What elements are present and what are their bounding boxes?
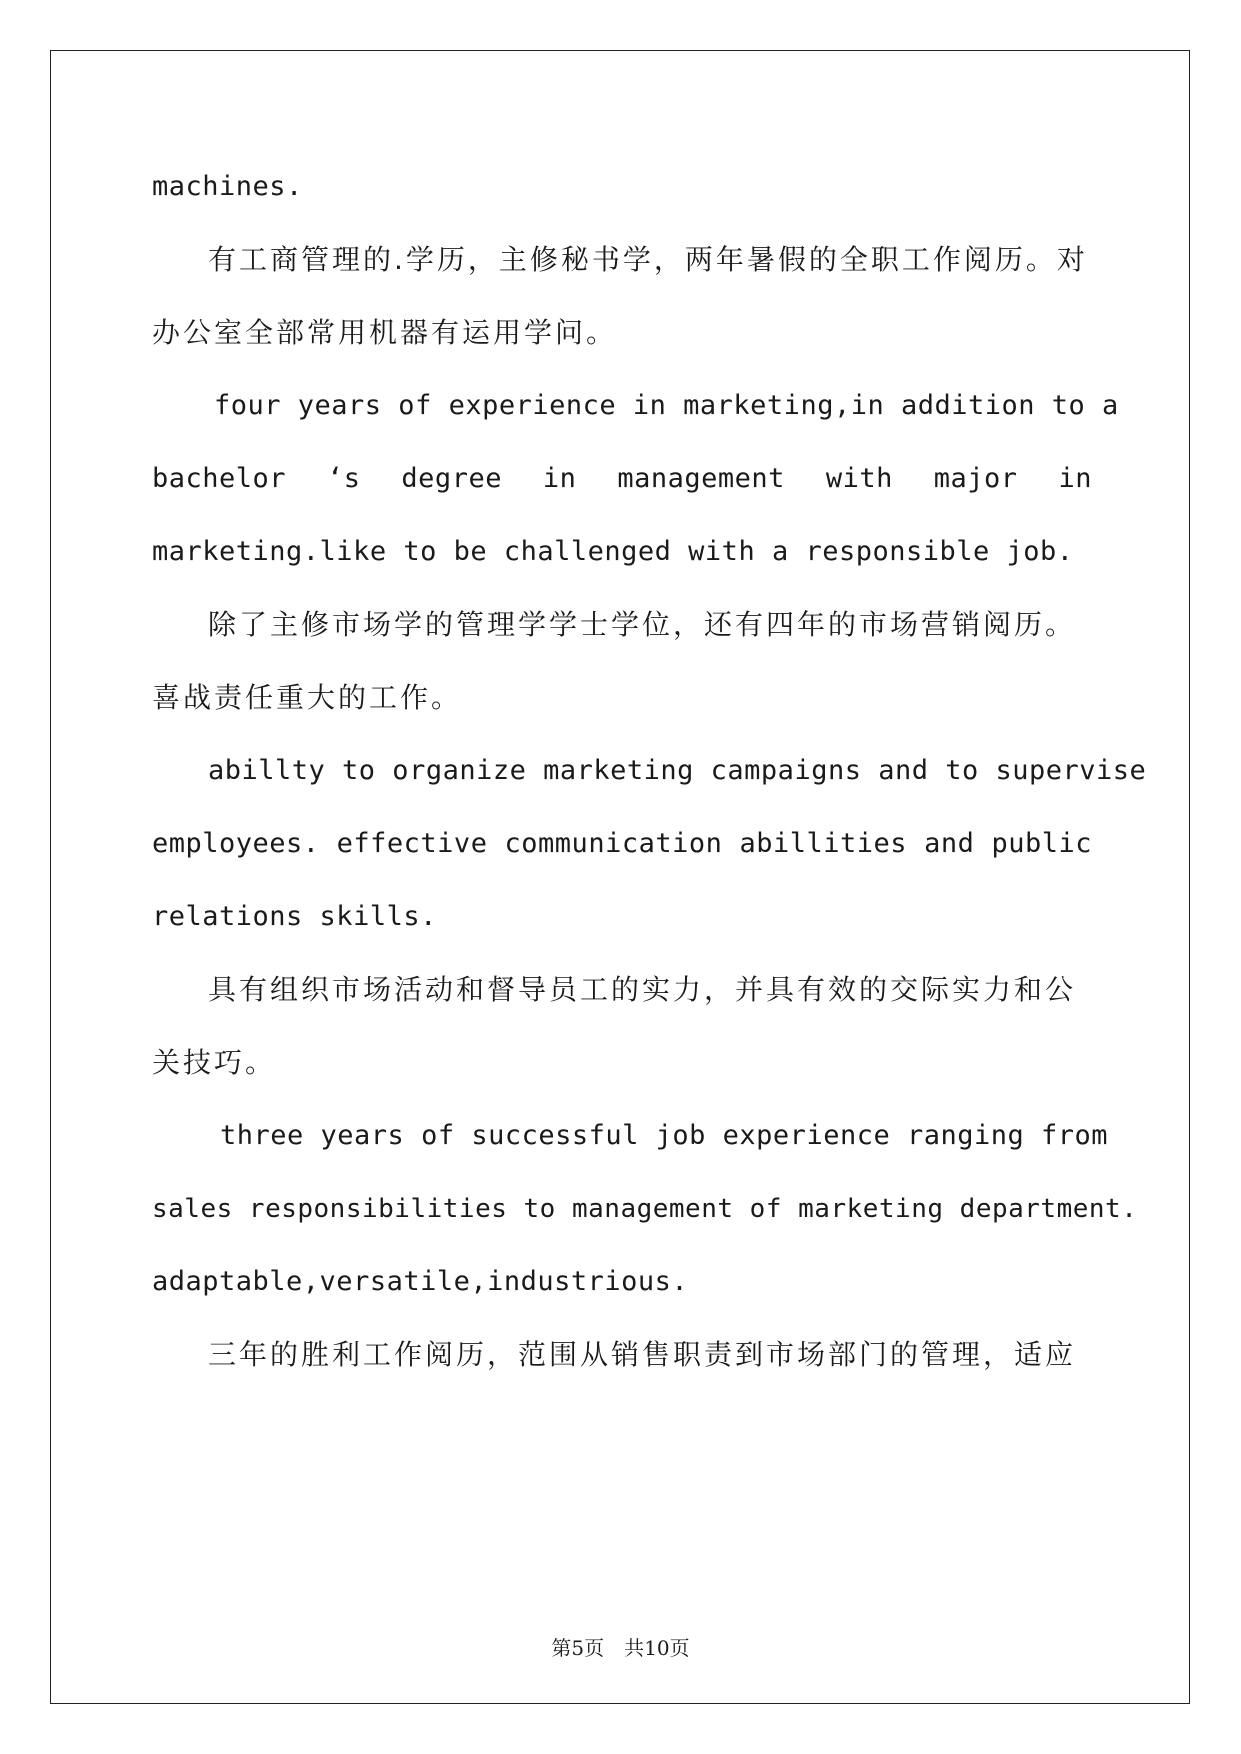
text-line: 具有组织市场活动和督导员工的实力，并具有效的交际实力和公: [208, 973, 1077, 1006]
page-border: [50, 50, 1190, 1704]
text-line: 关技巧。: [152, 1046, 277, 1079]
text-line: marketing.like to be challenged with a responsible job.: [152, 536, 1074, 567]
text-line: 办公室全部常用机器有运用学问。: [152, 316, 618, 349]
text-line: 三年的胜利工作阅历，范围从销售职责到市场部门的管理，适应: [208, 1338, 1077, 1371]
text-line: three years of successful job experience ranging from: [220, 1120, 1109, 1151]
text-line: 除了主修市场学的管理学学士学位，还有四年的市场营销阅历。: [208, 608, 1077, 641]
text-line: machines.: [152, 171, 303, 202]
text-line: relations skills.: [152, 901, 437, 932]
text-line: bachelor ‘s degree in management with major in: [152, 463, 1092, 494]
page-total: 共10页: [624, 1636, 690, 1660]
text-line: employees. effective communication abillities and public: [152, 828, 1092, 859]
text-line: abillty to organize marketing campaigns and to supervise: [208, 755, 1147, 786]
text-line: 喜战责任重大的工作。: [152, 681, 463, 714]
text-line: sales responsibilities to management of marketing department.: [152, 1194, 1138, 1224]
text-line: four years of experience in marketing,in addition to a: [214, 390, 1119, 421]
page-footer: [0, 1634, 1241, 1662]
text-line: 有工商管理的.学历，主修秘书学，两年暑假的全职工作阅历。对: [208, 243, 1088, 276]
page-number: 第5页: [551, 1636, 605, 1660]
text-line: adaptable,versatile,industrious.: [152, 1266, 689, 1297]
